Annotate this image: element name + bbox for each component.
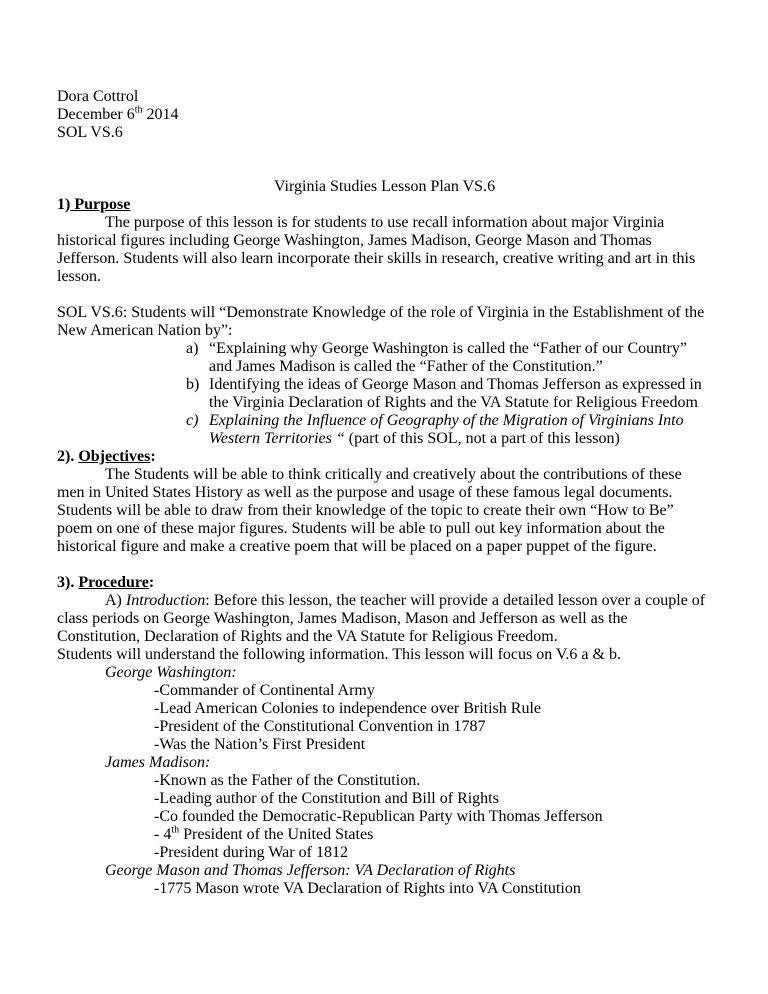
purpose-body: The purpose of this lesson is for students to use recall information about major Virginia historical figures including George Washington, James Madison, George Mason and Thomas Jefferson. Students will also learn incorporate their skills in research, creative writing and art in this lesson. <box>57 214 696 285</box>
list-text: Explaining the Influence of Geography of the Migration of Virginians Into Western Territories “ <box>209 412 684 447</box>
fact <box>57 826 712 844</box>
date-year: 2014 <box>142 106 179 123</box>
fact: -Leading author of the Constitution and Bill of Rights <box>154 790 499 807</box>
fact: -Commander of Continental Army <box>154 682 375 699</box>
procedure-heading <box>57 574 712 592</box>
fact: -Known as the Father of the Constitution. <box>154 772 421 789</box>
purpose-num: 1) <box>57 196 71 213</box>
fact: -President during War of 1812 <box>154 844 348 861</box>
list-marker: b) <box>186 376 200 393</box>
understand-text: Students will understand the following information. This lesson will focus on V.6 a & b. <box>57 646 621 663</box>
intro-title: Introduction <box>125 592 206 609</box>
objectives-heading <box>57 448 712 466</box>
procedure-intro <box>57 592 712 646</box>
mason-name: George Mason and Thomas Jefferson: VA Declaration of Rights <box>105 862 516 879</box>
list-marker: c) <box>186 412 199 429</box>
madison-name: James Madison: <box>105 754 211 771</box>
fact: -Lead American Colonies to independence over British Rule <box>154 700 541 717</box>
fact-pre: - 4 <box>154 826 172 843</box>
list-note: (part of this SOL, not a part of this lesson) <box>344 430 620 447</box>
purpose-title: Purpose <box>70 196 131 213</box>
objectives-body: The Students will be able to think critically and creatively about the contributions of these men in United States History as well as the purpose and usage of these famous legal documents. Students will be able to draw from their knowledge of the topic to create their own “How to Be” poem on one of these major figures. Students will be able to pull out key information about the historical figure and make a creative poem that will be placed on a paper puppet of the figure. <box>57 466 682 555</box>
sol-intro: SOL VS.6: Students will “Demonstrate Knowledge of the role of Virginia in the Establishment of the New American Nation by”: <box>57 304 705 339</box>
list-item <box>57 412 712 448</box>
purpose-heading <box>57 196 712 214</box>
list-item <box>57 340 712 376</box>
list-item <box>57 376 712 412</box>
fact-sup: th <box>171 824 180 836</box>
objectives-title: Objectives <box>78 448 151 465</box>
fact: -President of the Constitutional Convention in 1787 <box>154 718 486 735</box>
procedure-title: Procedure <box>78 574 149 591</box>
fact: -Co founded the Democratic-Republican Party with Thomas Jefferson <box>154 808 603 825</box>
colon: : <box>148 574 155 591</box>
date-text: December 6 <box>57 106 135 123</box>
fact: -Was the Nation’s First President <box>154 736 366 753</box>
list-text: Identifying the ideas of George Mason and Thomas Jefferson as expressed in the Virginia Declaration of Rights and the VA Statute for Religious Freedom <box>209 376 702 411</box>
author: Dora Cottrol <box>57 88 139 105</box>
list-marker: a) <box>186 340 199 357</box>
colon: : <box>150 448 156 465</box>
list-text: “Explaining why George Washington is called the “Father of our Country” and James Madison is called the “Father of the Constitution.” <box>209 340 688 375</box>
intro-label: A) <box>105 592 126 609</box>
fact: -1775 Mason wrote VA Declaration of Rights into VA Constitution <box>154 880 581 897</box>
procedure-num: 3). <box>57 574 79 591</box>
objectives-num: 2). <box>57 448 79 465</box>
sol-label: SOL VS.6 <box>57 124 123 141</box>
fact-post: President of the United States <box>179 826 374 843</box>
date <box>57 106 712 124</box>
intro-body: : Before this lesson, the teacher will provide a detailed lesson over a couple of class periods on George Washington, James Madison, Mason and Jefferson as well as the Constitution, Declaration of Rights and the VA Statute for Religious Freedom. <box>57 592 706 645</box>
sol-list <box>57 340 712 448</box>
washington-name: George Washington: <box>105 664 237 681</box>
document-title: Virginia Studies Lesson Plan VS.6 <box>273 178 496 195</box>
date-suffix: th <box>134 104 143 116</box>
